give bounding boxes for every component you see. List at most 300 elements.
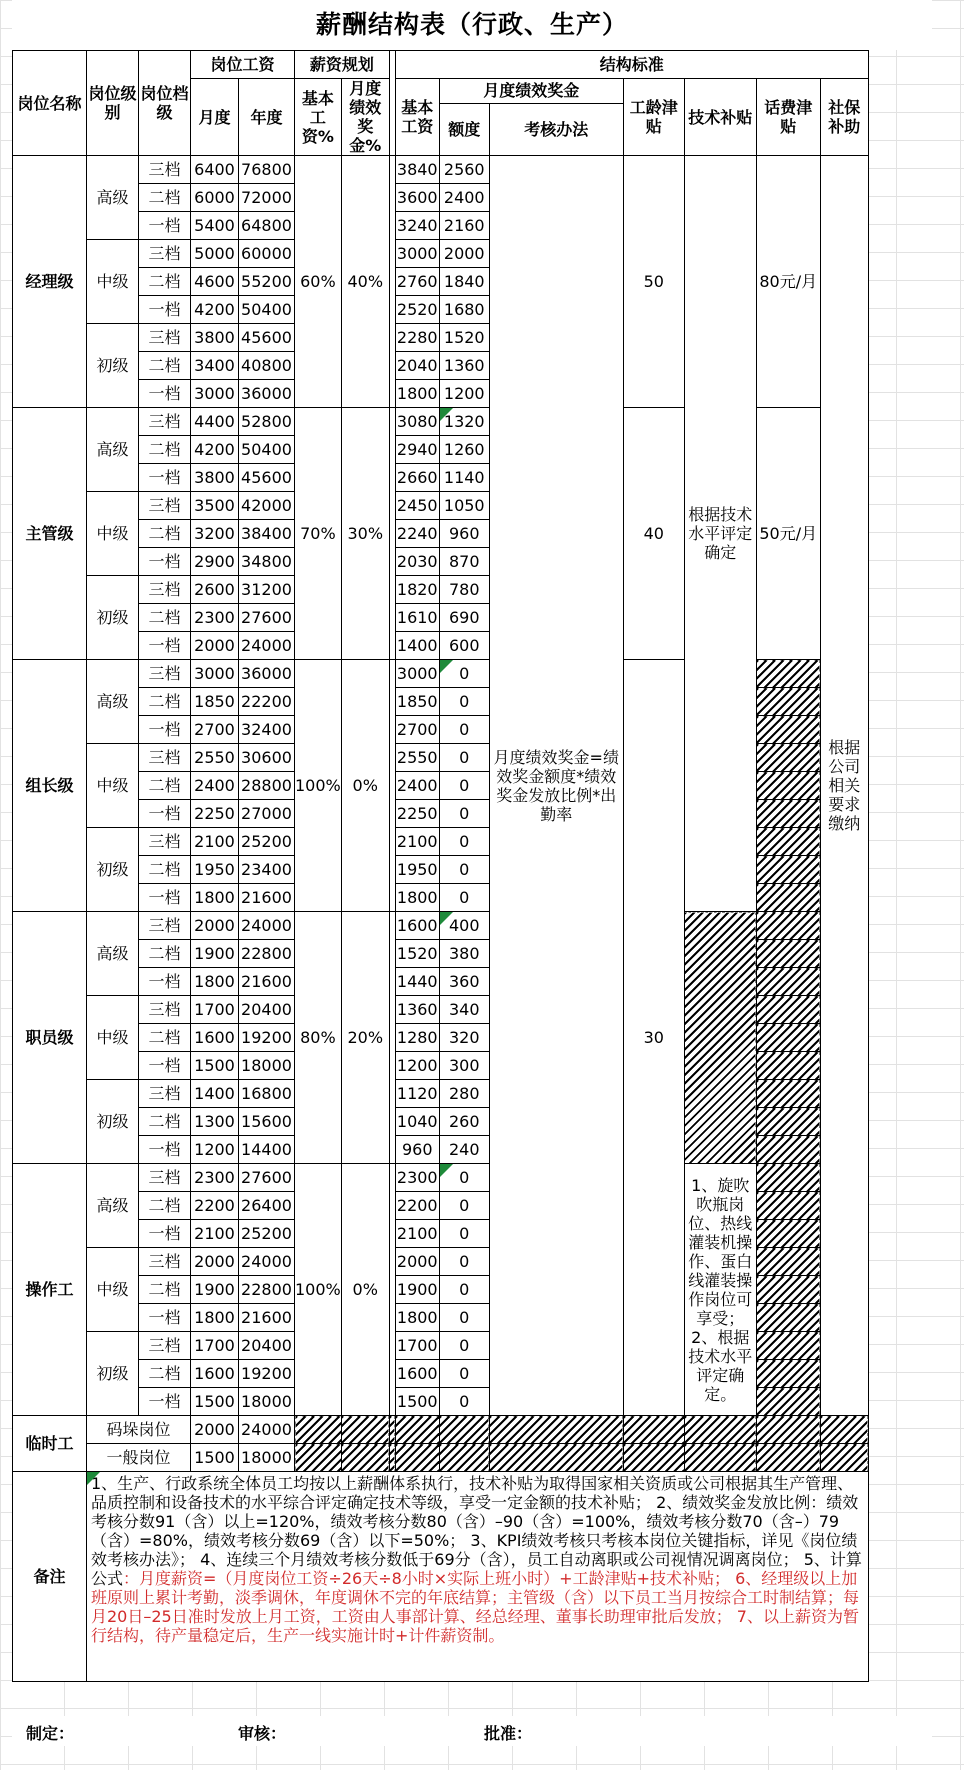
hatched-cell bbox=[295, 1416, 342, 1444]
table-row bbox=[13, 1164, 869, 1192]
hatched-cell bbox=[756, 996, 820, 1024]
perf-amount-cell: 0 bbox=[439, 772, 489, 800]
perf-amount-cell: 0 bbox=[439, 1192, 489, 1220]
header-post-name: 岗位名称 bbox=[13, 51, 87, 156]
perf-amount-cell: 0 bbox=[439, 716, 489, 744]
monthly-cell: 2400 bbox=[191, 772, 239, 800]
yearly-cell: 15600 bbox=[239, 1108, 295, 1136]
base-salary-cell: 1800 bbox=[395, 1304, 439, 1332]
header-post-level: 岗位级别 bbox=[87, 51, 139, 156]
header-tech-subsidy: 技术补贴 bbox=[684, 79, 756, 156]
monthly-cell: 2000 bbox=[191, 912, 239, 940]
yearly-cell: 24000 bbox=[239, 1416, 295, 1444]
base-salary-cell: 3240 bbox=[395, 212, 439, 240]
monthly-cell: 2700 bbox=[191, 716, 239, 744]
grade-cell: 三档 bbox=[139, 1332, 191, 1360]
grade-cell: 二档 bbox=[139, 1276, 191, 1304]
hatched-cell bbox=[756, 1416, 820, 1444]
grade-cell: 三档 bbox=[139, 240, 191, 268]
header-seniority: 工龄津贴 bbox=[623, 79, 684, 156]
header-base-pct: 基本工资% bbox=[295, 79, 342, 156]
grade-cell: 二档 bbox=[139, 184, 191, 212]
grade-cell: 三档 bbox=[139, 1080, 191, 1108]
perf-pct-cell: 0% bbox=[341, 1164, 389, 1416]
monthly-cell: 3800 bbox=[191, 324, 239, 352]
hatched-cell bbox=[395, 1416, 439, 1444]
base-salary-cell: 1900 bbox=[395, 1276, 439, 1304]
monthly-cell: 1700 bbox=[191, 996, 239, 1024]
grade-cell: 一档 bbox=[139, 212, 191, 240]
hatched-cell bbox=[756, 1332, 820, 1360]
grade-cell: 二档 bbox=[139, 856, 191, 884]
table-row bbox=[13, 156, 869, 184]
comment-marker bbox=[440, 912, 453, 925]
monthly-cell: 1800 bbox=[191, 968, 239, 996]
monthly-cell: 2550 bbox=[191, 744, 239, 772]
grade-cell: 一档 bbox=[139, 464, 191, 492]
grade-cell: 一档 bbox=[139, 884, 191, 912]
phone-allowance-cell: 80元/月 bbox=[756, 156, 820, 408]
grade-cell: 一档 bbox=[139, 632, 191, 660]
hatched-cell bbox=[756, 772, 820, 800]
temp-name-cell: 临时工 bbox=[13, 1416, 87, 1472]
yearly-cell: 21600 bbox=[239, 1304, 295, 1332]
yearly-cell: 23400 bbox=[239, 856, 295, 884]
grade-cell: 二档 bbox=[139, 436, 191, 464]
monthly-cell: 4400 bbox=[191, 408, 239, 436]
post-level-cell: 初级 bbox=[87, 324, 139, 408]
base-salary-cell: 1610 bbox=[395, 604, 439, 632]
base-salary-cell: 2450 bbox=[395, 492, 439, 520]
grade-cell: 三档 bbox=[139, 408, 191, 436]
yearly-cell: 27600 bbox=[239, 1164, 295, 1192]
grade-cell: 三档 bbox=[139, 1248, 191, 1276]
monthly-cell: 4200 bbox=[191, 436, 239, 464]
made-by-label: 制定： bbox=[26, 1724, 75, 1743]
perf-pct-cell: 30% bbox=[341, 408, 389, 660]
grade-cell: 一档 bbox=[139, 800, 191, 828]
yearly-cell: 21600 bbox=[239, 884, 295, 912]
monthly-cell: 4200 bbox=[191, 296, 239, 324]
grade-cell: 一档 bbox=[139, 1304, 191, 1332]
base-salary-cell: 2760 bbox=[395, 268, 439, 296]
monthly-cell: 2000 bbox=[191, 1416, 239, 1444]
grade-cell: 三档 bbox=[139, 996, 191, 1024]
monthly-cell: 3000 bbox=[191, 660, 239, 688]
grade-cell: 二档 bbox=[139, 604, 191, 632]
salary-structure-table bbox=[12, 50, 869, 1682]
monthly-cell: 1800 bbox=[191, 1304, 239, 1332]
phone-allowance-cell: 50元/月 bbox=[756, 408, 820, 660]
perf-amount-cell: 960 bbox=[439, 520, 489, 548]
yearly-cell: 72000 bbox=[239, 184, 295, 212]
base-salary-cell: 3000 bbox=[395, 660, 439, 688]
monthly-cell: 5000 bbox=[191, 240, 239, 268]
yearly-cell: 26400 bbox=[239, 1192, 295, 1220]
hatched-cell bbox=[756, 716, 820, 744]
perf-amount-cell: 1360 bbox=[439, 352, 489, 380]
perf-amount-cell: 0 bbox=[439, 828, 489, 856]
yearly-cell: 38400 bbox=[239, 520, 295, 548]
base-salary-cell: 2700 bbox=[395, 716, 439, 744]
base-pct-cell: 70% bbox=[295, 408, 342, 660]
base-salary-cell: 2030 bbox=[395, 548, 439, 576]
grade-cell: 一档 bbox=[139, 1136, 191, 1164]
grade-cell: 三档 bbox=[139, 1164, 191, 1192]
header-monthly-perf: 月度绩效奖金 bbox=[439, 79, 623, 104]
perf-pct-cell: 0% bbox=[341, 660, 389, 912]
grade-cell: 一档 bbox=[139, 1388, 191, 1416]
monthly-cell: 2200 bbox=[191, 1192, 239, 1220]
grade-cell: 三档 bbox=[139, 576, 191, 604]
hatched-cell bbox=[684, 912, 756, 1164]
perf-amount-cell bbox=[439, 660, 489, 688]
signature-footer bbox=[12, 1716, 932, 1746]
perf-amount-cell: 1260 bbox=[439, 436, 489, 464]
base-salary-cell: 1700 bbox=[395, 1332, 439, 1360]
hatched-cell bbox=[756, 1360, 820, 1388]
yearly-cell: 40800 bbox=[239, 352, 295, 380]
hatched-cell bbox=[756, 968, 820, 996]
yearly-cell: 16800 bbox=[239, 1080, 295, 1108]
yearly-cell: 52800 bbox=[239, 408, 295, 436]
monthly-cell: 1700 bbox=[191, 1332, 239, 1360]
yearly-cell: 42000 bbox=[239, 492, 295, 520]
yearly-cell: 27000 bbox=[239, 800, 295, 828]
monthly-cell: 3500 bbox=[191, 492, 239, 520]
perf-amount-cell: 1680 bbox=[439, 296, 489, 324]
header-assessment: 考核办法 bbox=[489, 103, 623, 155]
hatched-cell bbox=[756, 1024, 820, 1052]
monthly-cell: 3200 bbox=[191, 520, 239, 548]
hatched-cell bbox=[623, 1444, 684, 1472]
perf-amount-cell: 2160 bbox=[439, 212, 489, 240]
perf-amount-cell: 0 bbox=[439, 688, 489, 716]
monthly-cell: 2300 bbox=[191, 1164, 239, 1192]
hatched-cell bbox=[756, 856, 820, 884]
seniority-cell: 50 bbox=[623, 156, 684, 408]
perf-amount-cell: 0 bbox=[439, 800, 489, 828]
header-post-grade: 岗位档级 bbox=[139, 51, 191, 156]
base-salary-cell: 1120 bbox=[395, 1080, 439, 1108]
base-salary-cell: 2200 bbox=[395, 1192, 439, 1220]
hatched-cell bbox=[684, 1416, 756, 1444]
hatched-cell bbox=[756, 1080, 820, 1108]
base-salary-cell: 3080 bbox=[395, 408, 439, 436]
post-level-cell: 中级 bbox=[87, 996, 139, 1080]
perf-amount-cell: 0 bbox=[439, 1276, 489, 1304]
base-salary-cell: 1850 bbox=[395, 688, 439, 716]
perf-amount-cell bbox=[439, 1164, 489, 1192]
post-name-cell: 职员级 bbox=[13, 912, 87, 1164]
perf-amount-cell: 0 bbox=[439, 1248, 489, 1276]
base-salary-cell: 3000 bbox=[395, 240, 439, 268]
yearly-cell: 28800 bbox=[239, 772, 295, 800]
grade-cell: 三档 bbox=[139, 912, 191, 940]
header-salary-plan: 薪资规划 bbox=[295, 51, 390, 79]
post-level-cell: 高级 bbox=[87, 660, 139, 744]
social-insurance-cell: 根据公司相关要求缴纳 bbox=[820, 156, 868, 1416]
base-salary-cell: 2940 bbox=[395, 436, 439, 464]
monthly-cell: 1950 bbox=[191, 856, 239, 884]
monthly-cell: 2900 bbox=[191, 548, 239, 576]
monthly-cell: 6000 bbox=[191, 184, 239, 212]
post-name-cell: 主管级 bbox=[13, 408, 87, 660]
perf-amount-cell: 300 bbox=[439, 1052, 489, 1080]
perf-amount-cell: 240 bbox=[439, 1136, 489, 1164]
review-label: 审核： bbox=[238, 1724, 287, 1743]
monthly-cell: 1600 bbox=[191, 1024, 239, 1052]
base-salary-cell: 1500 bbox=[395, 1388, 439, 1416]
monthly-cell: 4600 bbox=[191, 268, 239, 296]
yearly-cell: 22800 bbox=[239, 940, 295, 968]
post-name-cell: 经理级 bbox=[13, 156, 87, 408]
header-base-salary: 基本工资 bbox=[395, 79, 439, 156]
base-salary-cell: 1520 bbox=[395, 940, 439, 968]
hatched-cell bbox=[439, 1444, 489, 1472]
base-salary-cell: 2280 bbox=[395, 324, 439, 352]
cell-value: 0 bbox=[459, 664, 470, 683]
monthly-cell: 1500 bbox=[191, 1052, 239, 1080]
hatched-cell bbox=[756, 744, 820, 772]
base-salary-cell: 2240 bbox=[395, 520, 439, 548]
base-pct-cell: 80% bbox=[295, 912, 342, 1164]
base-salary-cell: 1440 bbox=[395, 968, 439, 996]
monthly-cell: 1400 bbox=[191, 1080, 239, 1108]
grade-cell: 一档 bbox=[139, 968, 191, 996]
yearly-cell: 34800 bbox=[239, 548, 295, 576]
grade-cell: 三档 bbox=[139, 156, 191, 184]
notes-text-highlight: ：月度薪资=（月度岗位工资÷26天÷8小时×实际上班小时）+工龄津贴+技术补贴； 6、经理级以上加班原则上累计考勤，淡季调休，年度调休不完的年底结算；主管级（含）以下员工当月按综合工时制结算；每月20日–25日准时发放上月工资，工资由人事部计算、经总经理、董事长助理审批后发放； 7、以上薪资为暂行结构，待产量稳定后，生产一线实施计时+计件薪资制。 bbox=[91, 1569, 860, 1645]
perf-amount-cell: 2560 bbox=[439, 156, 489, 184]
yearly-cell: 20400 bbox=[239, 1332, 295, 1360]
perf-amount-cell: 870 bbox=[439, 548, 489, 576]
hatched-cell bbox=[684, 1444, 756, 1472]
monthly-cell: 1850 bbox=[191, 688, 239, 716]
base-salary-cell: 3600 bbox=[395, 184, 439, 212]
header-post-salary: 岗位工资 bbox=[191, 51, 295, 79]
yearly-cell: 64800 bbox=[239, 212, 295, 240]
hatched-cell bbox=[756, 940, 820, 968]
monthly-cell: 2100 bbox=[191, 1220, 239, 1248]
yearly-cell: 30600 bbox=[239, 744, 295, 772]
hatched-cell bbox=[341, 1416, 389, 1444]
base-salary-cell: 1800 bbox=[395, 380, 439, 408]
perf-amount-cell: 0 bbox=[439, 1304, 489, 1332]
yearly-cell: 55200 bbox=[239, 268, 295, 296]
yearly-cell: 18000 bbox=[239, 1444, 295, 1472]
perf-amount-cell: 2400 bbox=[439, 184, 489, 212]
yearly-cell: 76800 bbox=[239, 156, 295, 184]
perf-amount-cell: 260 bbox=[439, 1108, 489, 1136]
monthly-cell: 3400 bbox=[191, 352, 239, 380]
post-level-cell: 中级 bbox=[87, 492, 139, 576]
hatched-cell bbox=[756, 1220, 820, 1248]
grade-cell: 二档 bbox=[139, 268, 191, 296]
grade-cell: 二档 bbox=[139, 520, 191, 548]
notes-row bbox=[13, 1472, 869, 1682]
base-salary-cell: 1800 bbox=[395, 884, 439, 912]
seniority-cell: 40 bbox=[623, 408, 684, 660]
base-salary-cell: 2550 bbox=[395, 744, 439, 772]
yearly-cell: 19200 bbox=[239, 1360, 295, 1388]
grade-cell: 一档 bbox=[139, 1052, 191, 1080]
grade-cell: 二档 bbox=[139, 772, 191, 800]
monthly-cell: 2000 bbox=[191, 1248, 239, 1276]
post-level-cell: 初级 bbox=[87, 1080, 139, 1164]
base-salary-cell: 2300 bbox=[395, 1164, 439, 1192]
yearly-cell: 22200 bbox=[239, 688, 295, 716]
post-level-cell: 初级 bbox=[87, 1332, 139, 1416]
grade-cell: 三档 bbox=[139, 744, 191, 772]
perf-amount-cell: 600 bbox=[439, 632, 489, 660]
base-salary-cell: 1600 bbox=[395, 912, 439, 940]
perf-amount-cell: 380 bbox=[439, 940, 489, 968]
base-salary-cell: 1360 bbox=[395, 996, 439, 1024]
cell-value: 0 bbox=[459, 1168, 470, 1187]
temp-post-cell: 码垛岗位 bbox=[87, 1416, 191, 1444]
grade-cell: 二档 bbox=[139, 1192, 191, 1220]
hatched-cell bbox=[756, 912, 820, 940]
base-salary-cell: 3840 bbox=[395, 156, 439, 184]
grade-cell: 一档 bbox=[139, 296, 191, 324]
perf-amount-cell: 340 bbox=[439, 996, 489, 1024]
base-salary-cell: 1600 bbox=[395, 1360, 439, 1388]
yearly-cell: 22800 bbox=[239, 1276, 295, 1304]
yearly-cell: 24000 bbox=[239, 632, 295, 660]
hatched-cell bbox=[756, 828, 820, 856]
hatched-cell bbox=[395, 1444, 439, 1472]
yearly-cell: 31200 bbox=[239, 576, 295, 604]
perf-amount-cell: 0 bbox=[439, 856, 489, 884]
base-salary-cell: 1040 bbox=[395, 1108, 439, 1136]
grade-cell: 三档 bbox=[139, 660, 191, 688]
seniority-cell: 30 bbox=[623, 660, 684, 1416]
hatched-cell bbox=[756, 1444, 820, 1472]
yearly-cell: 45600 bbox=[239, 324, 295, 352]
post-level-cell: 高级 bbox=[87, 912, 139, 996]
perf-amount-cell: 1140 bbox=[439, 464, 489, 492]
header-social-insurance: 社保补助 bbox=[820, 79, 868, 156]
grade-cell: 一档 bbox=[139, 1220, 191, 1248]
grade-cell: 二档 bbox=[139, 1360, 191, 1388]
perf-amount-cell: 0 bbox=[439, 1360, 489, 1388]
hatched-cell bbox=[623, 1416, 684, 1444]
comment-marker bbox=[440, 1164, 453, 1177]
monthly-cell: 3800 bbox=[191, 464, 239, 492]
hatched-cell bbox=[820, 1416, 868, 1444]
perf-amount-cell: 280 bbox=[439, 1080, 489, 1108]
monthly-cell: 2300 bbox=[191, 604, 239, 632]
tech-subsidy-cell: 根据技术水平评定确定 bbox=[684, 156, 756, 912]
monthly-cell: 5400 bbox=[191, 212, 239, 240]
base-salary-cell: 2250 bbox=[395, 800, 439, 828]
hatched-cell bbox=[489, 1416, 623, 1444]
cell-value: 1320 bbox=[443, 412, 485, 431]
notes-label: 备注 bbox=[13, 1472, 87, 1682]
yearly-cell: 21600 bbox=[239, 968, 295, 996]
monthly-cell: 1500 bbox=[191, 1388, 239, 1416]
post-level-cell: 初级 bbox=[87, 576, 139, 660]
temp-row bbox=[13, 1416, 869, 1444]
comment-marker bbox=[87, 1472, 100, 1485]
temp-post-cell: 一般岗位 bbox=[87, 1444, 191, 1472]
yearly-cell: 36000 bbox=[239, 660, 295, 688]
yearly-cell: 25200 bbox=[239, 828, 295, 856]
base-salary-cell: 2400 bbox=[395, 772, 439, 800]
monthly-cell: 3000 bbox=[191, 380, 239, 408]
yearly-cell: 36000 bbox=[239, 380, 295, 408]
grade-cell: 二档 bbox=[139, 1108, 191, 1136]
notes-text: 1、生产、行政系统全体员工均按以上薪酬体系执行，技术补贴为取得国家相关资质或公司根据其生产管理、品质控制和设备技术的水平综合评定确定技术等级，享受一定金额的技术补贴； 2、绩效奖金发放比例：绩效考核分数91（含）以上=120%，绩效考核分数80（含）–90（含）=100%，绩效考核分数70（含–）79（含）=80%，绩效考核分数69（含）以下=50%； 3、KPI绩效考核只考核本岗位关键指标，详见《岗位绩效考核办法》； 4、连续三个月绩效考核分数低于69分（含），员工自动离职或公司视情况调离岗位； 5、计算公式 bbox=[91, 1474, 862, 1588]
base-pct-cell: 60% bbox=[295, 156, 342, 408]
yearly-cell: 60000 bbox=[239, 240, 295, 268]
hatched-cell bbox=[820, 1444, 868, 1472]
cell-value: 400 bbox=[448, 916, 480, 935]
monthly-cell: 2000 bbox=[191, 632, 239, 660]
perf-amount-cell: 1050 bbox=[439, 492, 489, 520]
perf-amount-cell: 1840 bbox=[439, 268, 489, 296]
hatched-cell bbox=[756, 1192, 820, 1220]
hatched-cell bbox=[756, 1388, 820, 1416]
hatched-cell bbox=[756, 884, 820, 912]
base-pct-cell: 100% bbox=[295, 660, 342, 912]
grade-cell: 三档 bbox=[139, 324, 191, 352]
grade-cell: 二档 bbox=[139, 1024, 191, 1052]
perf-amount-cell: 690 bbox=[439, 604, 489, 632]
monthly-cell: 1600 bbox=[191, 1360, 239, 1388]
grade-cell: 三档 bbox=[139, 492, 191, 520]
perf-pct-cell: 20% bbox=[341, 912, 389, 1164]
grade-cell: 三档 bbox=[139, 828, 191, 856]
hatched-cell bbox=[341, 1444, 389, 1472]
monthly-cell: 1200 bbox=[191, 1136, 239, 1164]
grade-cell: 二档 bbox=[139, 688, 191, 716]
header-monthly: 月度 bbox=[191, 79, 239, 156]
post-level-cell: 高级 bbox=[87, 156, 139, 240]
perf-amount-cell bbox=[439, 912, 489, 940]
header-perf-pct: 月度绩效奖金% bbox=[341, 79, 389, 156]
grade-cell: 一档 bbox=[139, 380, 191, 408]
post-name-cell: 组长级 bbox=[13, 660, 87, 912]
notes-content bbox=[87, 1472, 869, 1682]
monthly-cell: 1900 bbox=[191, 1276, 239, 1304]
post-level-cell: 高级 bbox=[87, 1164, 139, 1248]
post-level-cell: 中级 bbox=[87, 744, 139, 828]
monthly-cell: 1500 bbox=[191, 1444, 239, 1472]
yearly-cell: 19200 bbox=[239, 1024, 295, 1052]
perf-amount-cell: 1200 bbox=[439, 380, 489, 408]
monthly-cell: 2100 bbox=[191, 828, 239, 856]
perf-amount-cell: 0 bbox=[439, 744, 489, 772]
hatched-cell bbox=[756, 1136, 820, 1164]
base-salary-cell: 1950 bbox=[395, 856, 439, 884]
grade-cell: 二档 bbox=[139, 940, 191, 968]
hatched-cell bbox=[756, 688, 820, 716]
base-salary-cell: 2000 bbox=[395, 1248, 439, 1276]
hatched-cell bbox=[756, 1164, 820, 1192]
monthly-cell: 6400 bbox=[191, 156, 239, 184]
yearly-cell: 27600 bbox=[239, 604, 295, 632]
perf-amount-cell: 0 bbox=[439, 1388, 489, 1416]
yearly-cell: 45600 bbox=[239, 464, 295, 492]
perf-amount-cell: 780 bbox=[439, 576, 489, 604]
tech-subsidy-operator-cell: 1、旋吹吹瓶岗位、热线灌装机操作、蛋白线灌装操作岗位可享受；2、根据技术水平评定确定。 bbox=[684, 1164, 756, 1416]
hatched-cell bbox=[756, 660, 820, 688]
hatched-cell bbox=[439, 1416, 489, 1444]
hatched-cell bbox=[756, 1052, 820, 1080]
header-amount: 额度 bbox=[439, 103, 489, 155]
